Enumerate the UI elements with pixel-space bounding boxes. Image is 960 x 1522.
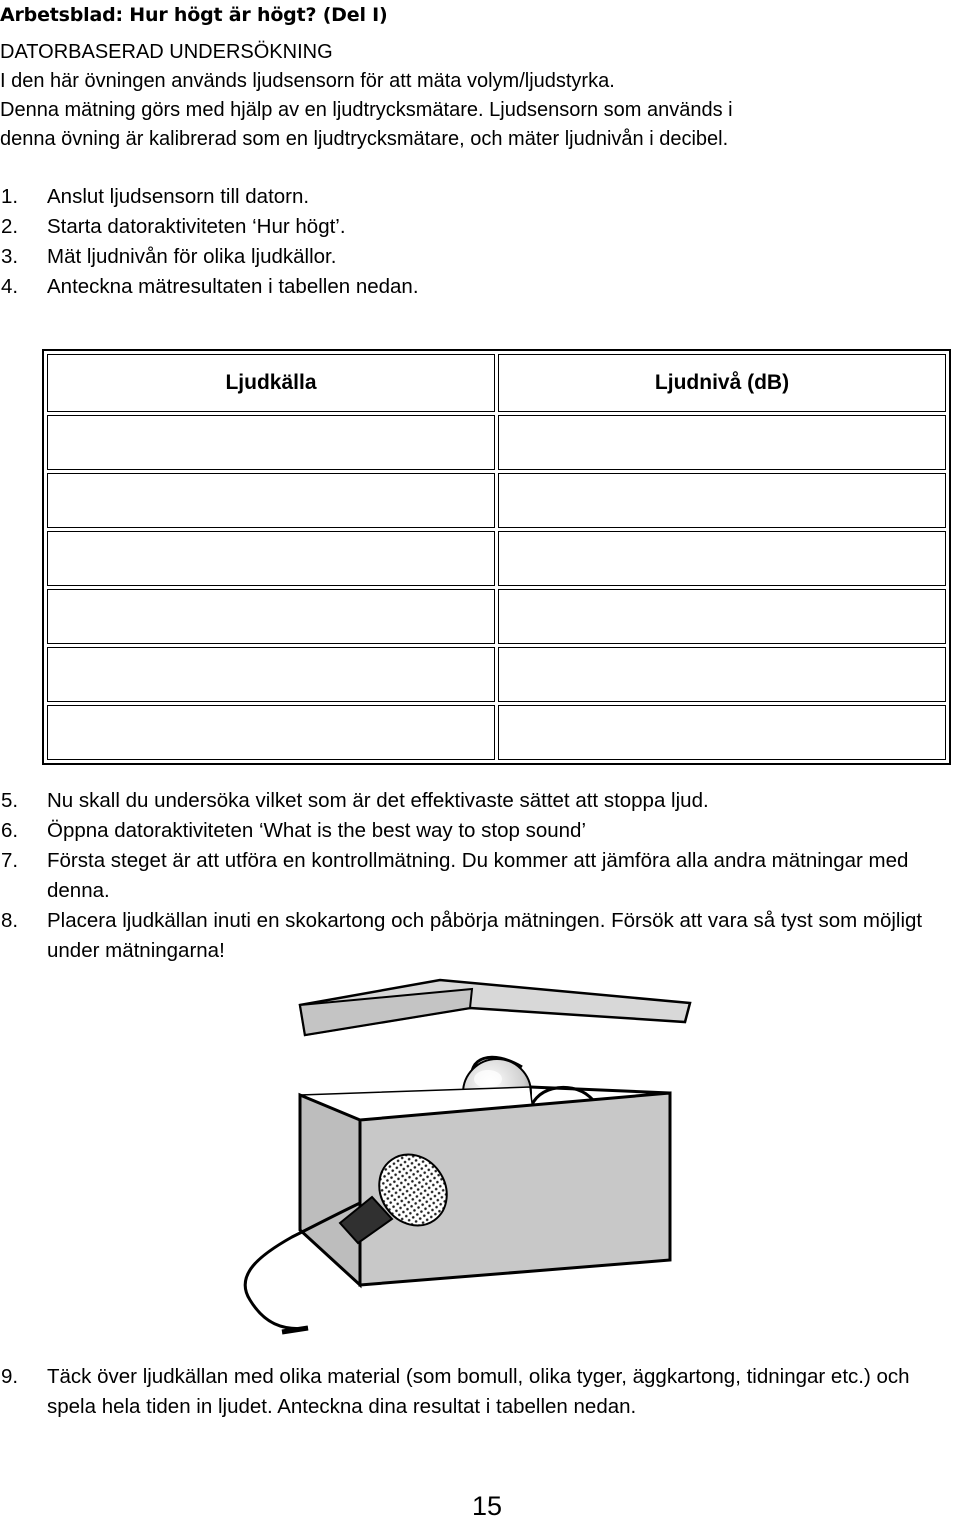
instruction-step: [0, 212, 960, 242]
table-cell[interactable]: [498, 415, 946, 470]
step-text: Anteckna mätresultaten i tabellen nedan.: [47, 275, 419, 298]
intro-line: denna övning är kalibrerad som en ljudtrycksmätare, och mäter ljudnivån i decibel.: [0, 128, 729, 150]
intro-text: [0, 38, 960, 154]
table-row: [47, 473, 946, 528]
table-row: [47, 415, 946, 470]
table-cell[interactable]: [47, 647, 495, 702]
step-text: Första steget är att utföra en kontrollmätning. Du kommer att jämföra alla andra mätningar med denna.: [47, 849, 909, 902]
instruction-step: [0, 1362, 960, 1422]
table-header-row: [47, 354, 946, 412]
instruction-step: [0, 786, 960, 816]
intro-line: I den här övningen används ljudsensorn för att mäta volym/ljudstyrka.: [0, 70, 615, 92]
table-cell[interactable]: [47, 531, 495, 586]
step-text: Nu skall du undersöka vilket som är det effektivaste sättet att stoppa ljud.: [47, 789, 709, 812]
column-header-sound-level: Ljudnivå (dB): [498, 354, 946, 412]
step-number: 7.: [1, 849, 19, 872]
step-number: 8.: [1, 909, 19, 932]
instruction-step: [0, 816, 960, 846]
step-text: Täck över ljudkällan med olika material (som bomull, olika tyger, äggkartong, tidningar etc.) och spela hela tiden in ljudet. Anteckna dina resultat i tabellen nedan.: [47, 1365, 910, 1418]
step-number: 1.: [1, 185, 19, 208]
step-text: Mät ljudnivån för olika ljudkällor.: [47, 245, 337, 268]
table-cell[interactable]: [47, 473, 495, 528]
table-cell[interactable]: [47, 415, 495, 470]
page-number: 15: [471, 1491, 503, 1521]
table-row: [47, 705, 946, 760]
instruction-step: [0, 272, 960, 302]
table-row: [47, 589, 946, 644]
instruction-list-part3: [0, 1362, 960, 1422]
instruction-list-part1: [0, 182, 960, 302]
step-number: 5.: [1, 789, 19, 812]
box-lid: [300, 980, 690, 1035]
intro-line: Denna mätning görs med hjälp av en ljudtrycksmätare. Ljudsensorn som används i: [0, 99, 733, 121]
table-cell[interactable]: [498, 589, 946, 644]
shoe-box: [300, 1087, 670, 1285]
step-number: 6.: [1, 819, 19, 842]
section-heading: DATORBASERAD UNDERSÖKNING: [0, 41, 333, 63]
step-number: 4.: [1, 275, 19, 298]
instruction-step: [0, 182, 960, 212]
results-table: [42, 349, 951, 765]
table-row: [47, 531, 946, 586]
column-header-sound-source: Ljudkälla: [47, 354, 495, 412]
table-cell[interactable]: [498, 531, 946, 586]
table-cell[interactable]: [47, 589, 495, 644]
instruction-step: [0, 242, 960, 272]
step-text: Anslut ljudsensorn till datorn.: [47, 185, 310, 208]
step-number: 3.: [1, 245, 19, 268]
table-cell[interactable]: [47, 705, 495, 760]
instruction-step: [0, 846, 960, 906]
instruction-list-part2: [0, 786, 960, 966]
step-number: 2.: [1, 215, 19, 238]
step-number: 9.: [1, 1365, 19, 1388]
microphone-in-box-illustration: [230, 975, 700, 1340]
table-cell[interactable]: [498, 705, 946, 760]
table-cell[interactable]: [498, 473, 946, 528]
instruction-step: [0, 906, 960, 966]
step-text: Öppna datoraktiviteten ‘What is the best way to stop sound’: [47, 819, 586, 842]
table-cell[interactable]: [498, 647, 946, 702]
step-text: Placera ljudkällan inuti en skokartong och påbörja mätningen. Försök att vara så tyst som möjligt under mätningarna!: [47, 909, 923, 962]
table-row: [47, 647, 946, 702]
worksheet-title: Arbetsblad: Hur högt är högt? (Del I): [0, 4, 388, 26]
step-text: Starta datoraktiviteten ‘Hur högt’.: [47, 215, 346, 238]
